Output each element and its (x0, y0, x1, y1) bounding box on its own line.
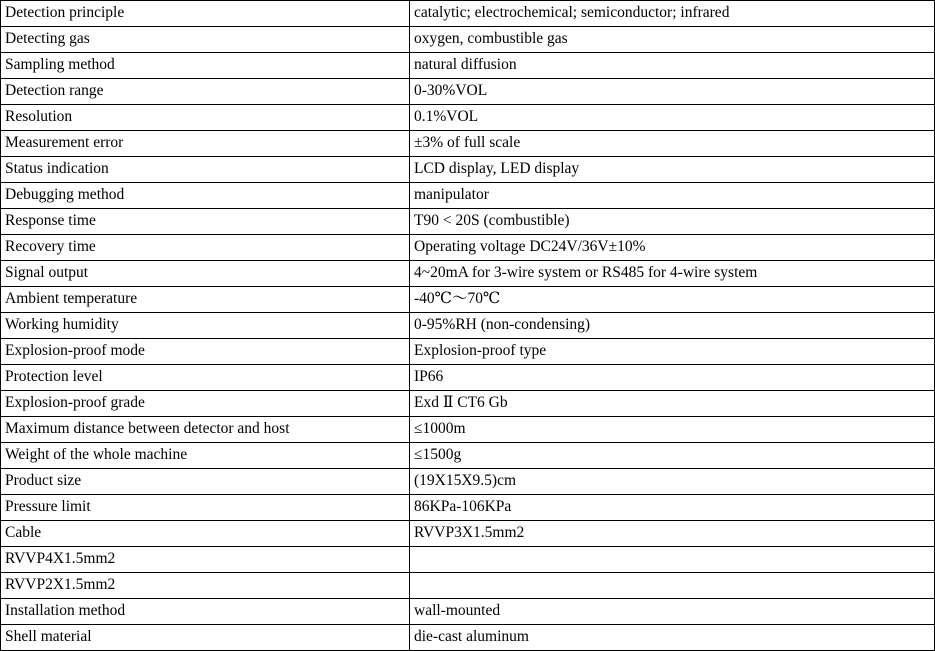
parameter-cell: Sampling method (1, 53, 410, 79)
table-row (1, 157, 935, 183)
parameter-cell: RVVP4X1.5mm2 (1, 547, 410, 573)
value-cell: Exd Ⅱ CT6 Gb (410, 391, 935, 417)
parameter-cell: Recovery time (1, 235, 410, 261)
parameter-cell: Working humidity (1, 313, 410, 339)
table-row (1, 1, 935, 27)
parameter-cell: Explosion-proof grade (1, 391, 410, 417)
table-row (1, 53, 935, 79)
table-row (1, 417, 935, 443)
table-row (1, 573, 935, 599)
parameter-cell: Weight of the whole machine (1, 443, 410, 469)
value-cell (410, 547, 935, 573)
value-cell: wall-mounted (410, 599, 935, 625)
table-row (1, 209, 935, 235)
value-cell: T90 < 20S (combustible) (410, 209, 935, 235)
value-cell: LCD display, LED display (410, 157, 935, 183)
value-cell: die-cast aluminum (410, 625, 935, 651)
value-cell: ±3% of full scale (410, 131, 935, 157)
value-cell: natural diffusion (410, 53, 935, 79)
table-row (1, 365, 935, 391)
table-row (1, 183, 935, 209)
parameter-cell: Response time (1, 209, 410, 235)
value-cell: IP66 (410, 365, 935, 391)
table-row (1, 521, 935, 547)
parameter-cell: Ambient temperature (1, 287, 410, 313)
table-row (1, 547, 935, 573)
value-cell: 0-95%RH (non-condensing) (410, 313, 935, 339)
table-row (1, 131, 935, 157)
parameter-cell: Shell material (1, 625, 410, 651)
table-row (1, 313, 935, 339)
parameter-cell: Detection principle (1, 1, 410, 27)
table-row (1, 105, 935, 131)
table-row (1, 27, 935, 53)
value-cell: Explosion-proof type (410, 339, 935, 365)
parameter-cell: RVVP2X1.5mm2 (1, 573, 410, 599)
table-row (1, 443, 935, 469)
table-row (1, 235, 935, 261)
table-row (1, 469, 935, 495)
parameter-cell: Cable (1, 521, 410, 547)
parameter-cell: Detecting gas (1, 27, 410, 53)
parameter-cell: Detection range (1, 79, 410, 105)
value-cell: manipulator (410, 183, 935, 209)
parameter-cell: Status indication (1, 157, 410, 183)
value-cell: RVVP3X1.5mm2 (410, 521, 935, 547)
table-row (1, 625, 935, 651)
value-cell: 0-30%VOL (410, 79, 935, 105)
table-row (1, 287, 935, 313)
parameter-cell: Resolution (1, 105, 410, 131)
parameter-cell: Measurement error (1, 131, 410, 157)
parameter-cell: Installation method (1, 599, 410, 625)
parameter-cell: Maximum distance between detector and host (1, 417, 410, 443)
value-cell: (19X15X9.5)cm (410, 469, 935, 495)
table-body (1, 1, 935, 651)
value-cell (410, 573, 935, 599)
table-row (1, 599, 935, 625)
value-cell: catalytic; electrochemical; semiconductor; infrared (410, 1, 935, 27)
value-cell: 86KPa-106KPa (410, 495, 935, 521)
table-row (1, 261, 935, 287)
value-cell: 0.1%VOL (410, 105, 935, 131)
table-row (1, 79, 935, 105)
value-cell: oxygen, combustible gas (410, 27, 935, 53)
value-cell: ≤1000m (410, 417, 935, 443)
table-row (1, 339, 935, 365)
table-row (1, 495, 935, 521)
value-cell: ≤1500g (410, 443, 935, 469)
parameter-cell: Debugging method (1, 183, 410, 209)
parameter-cell: Protection level (1, 365, 410, 391)
value-cell: Operating voltage DC24V/36V±10% (410, 235, 935, 261)
parameter-cell: Signal output (1, 261, 410, 287)
value-cell: 4~20mA for 3-wire system or RS485 for 4-wire system (410, 261, 935, 287)
parameter-cell: Pressure limit (1, 495, 410, 521)
table-row (1, 391, 935, 417)
parameter-cell: Product size (1, 469, 410, 495)
parameter-cell: Explosion-proof mode (1, 339, 410, 365)
value-cell: -40℃～70℃ (410, 287, 935, 313)
